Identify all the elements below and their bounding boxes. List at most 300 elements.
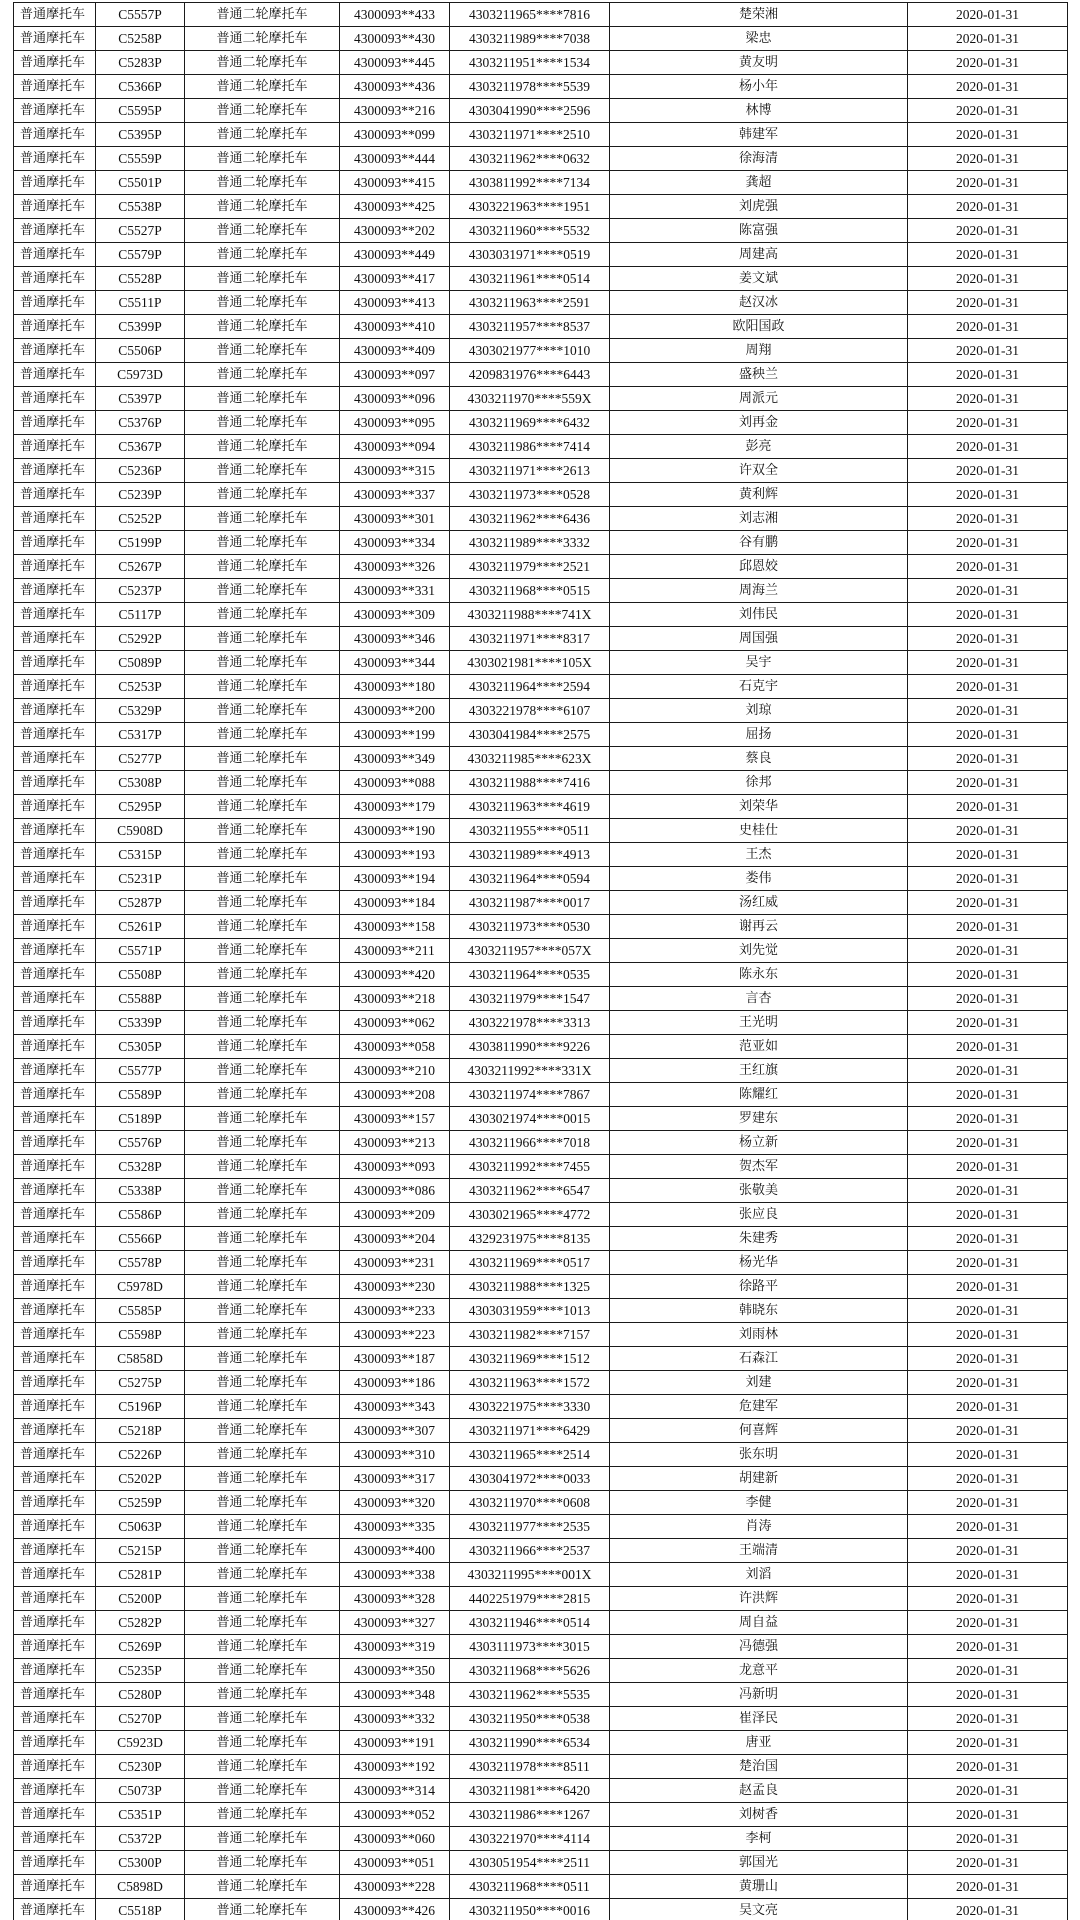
id-number-cell: 4303211968****5626	[450, 1659, 610, 1683]
permitted-type-cell: 普通二轮摩托车	[185, 1419, 340, 1443]
name-cell: 屈扬	[610, 723, 908, 747]
record-number-cell: 4300093**204	[340, 1227, 450, 1251]
table-row	[14, 1107, 1068, 1131]
vehicle-class-cell: 普通摩托车	[14, 747, 96, 771]
permitted-type-cell: 普通二轮摩托车	[185, 891, 340, 915]
name-cell: 陈耀红	[610, 1083, 908, 1107]
license-number-cell: C5351P	[96, 1803, 185, 1827]
date-cell: 2020-01-31	[908, 459, 1068, 483]
record-number-cell: 4300093**344	[340, 651, 450, 675]
date-cell: 2020-01-31	[908, 1755, 1068, 1779]
license-number-cell: C5267P	[96, 555, 185, 579]
table-row	[14, 1035, 1068, 1059]
record-number-cell: 4300093**348	[340, 1683, 450, 1707]
vehicle-class-cell: 普通摩托车	[14, 651, 96, 675]
record-number-cell: 4300093**094	[340, 435, 450, 459]
name-cell: 刘伟民	[610, 603, 908, 627]
name-cell: 唐亚	[610, 1731, 908, 1755]
license-number-cell: C5275P	[96, 1371, 185, 1395]
record-number-cell: 4300093**349	[340, 747, 450, 771]
id-number-cell: 4303211962****5535	[450, 1683, 610, 1707]
id-number-cell: 4303211965****2514	[450, 1443, 610, 1467]
vehicle-class-cell: 普通摩托车	[14, 1107, 96, 1131]
license-number-cell: C5073P	[96, 1779, 185, 1803]
vehicle-class-cell: 普通摩托车	[14, 387, 96, 411]
date-cell: 2020-01-31	[908, 387, 1068, 411]
date-cell: 2020-01-31	[908, 1059, 1068, 1083]
id-number-cell: 4303211962****0632	[450, 147, 610, 171]
license-number-cell: C5308P	[96, 771, 185, 795]
table-row	[14, 171, 1068, 195]
record-number-cell: 4300093**445	[340, 51, 450, 75]
date-cell: 2020-01-31	[908, 123, 1068, 147]
table-row	[14, 411, 1068, 435]
license-number-cell: C5237P	[96, 579, 185, 603]
name-cell: 赵汉冰	[610, 291, 908, 315]
table-row	[14, 315, 1068, 339]
date-cell: 2020-01-31	[908, 1107, 1068, 1131]
record-number-cell: 4300093**430	[340, 27, 450, 51]
record-number-cell: 4300093**086	[340, 1179, 450, 1203]
date-cell: 2020-01-31	[908, 915, 1068, 939]
license-number-cell: C5367P	[96, 435, 185, 459]
record-number-cell: 4300093**051	[340, 1851, 450, 1875]
date-cell: 2020-01-31	[908, 1131, 1068, 1155]
table-row	[14, 1515, 1068, 1539]
permitted-type-cell: 普通二轮摩托车	[185, 435, 340, 459]
license-number-cell: C5315P	[96, 843, 185, 867]
vehicle-class-cell: 普通摩托车	[14, 1611, 96, 1635]
name-cell: 冯德强	[610, 1635, 908, 1659]
record-number-cell: 4300093**410	[340, 315, 450, 339]
date-cell: 2020-01-31	[908, 1491, 1068, 1515]
record-number-cell: 4300093**417	[340, 267, 450, 291]
name-cell: 刘树香	[610, 1803, 908, 1827]
table-row	[14, 1707, 1068, 1731]
record-number-cell: 4300093**409	[340, 339, 450, 363]
table-row	[14, 363, 1068, 387]
vehicle-class-cell: 普通摩托车	[14, 843, 96, 867]
record-number-cell: 4300093**343	[340, 1395, 450, 1419]
record-number-cell: 4300093**444	[340, 147, 450, 171]
license-number-cell: C5269P	[96, 1635, 185, 1659]
date-cell: 2020-01-31	[908, 171, 1068, 195]
license-number-cell: C5508P	[96, 963, 185, 987]
table-row	[14, 1011, 1068, 1035]
record-number-cell: 4300093**415	[340, 171, 450, 195]
permitted-type-cell: 普通二轮摩托车	[185, 1059, 340, 1083]
table-row	[14, 507, 1068, 531]
license-number-cell: C5973D	[96, 363, 185, 387]
table-row	[14, 1155, 1068, 1179]
date-cell: 2020-01-31	[908, 363, 1068, 387]
permitted-type-cell: 普通二轮摩托车	[185, 1731, 340, 1755]
date-cell: 2020-01-31	[908, 267, 1068, 291]
vehicle-class-cell: 普通摩托车	[14, 1083, 96, 1107]
vehicle-class-cell: 普通摩托车	[14, 171, 96, 195]
name-cell: 李柯	[610, 1827, 908, 1851]
id-number-cell: 4303211989****3332	[450, 531, 610, 555]
record-number-cell: 4300093**052	[340, 1803, 450, 1827]
table-row	[14, 27, 1068, 51]
table-row	[14, 891, 1068, 915]
table-row	[14, 867, 1068, 891]
id-number-cell: 4303031959****1013	[450, 1299, 610, 1323]
name-cell: 刘建	[610, 1371, 908, 1395]
record-number-cell: 4300093**096	[340, 387, 450, 411]
record-number-cell: 4300093**425	[340, 195, 450, 219]
date-cell: 2020-01-31	[908, 1251, 1068, 1275]
permitted-type-cell: 普通二轮摩托车	[185, 291, 340, 315]
id-number-cell: 4303211957****057X	[450, 939, 610, 963]
name-cell: 韩建军	[610, 123, 908, 147]
record-number-cell: 4300093**193	[340, 843, 450, 867]
vehicle-class-cell: 普通摩托车	[14, 1419, 96, 1443]
permitted-type-cell: 普通二轮摩托车	[185, 1539, 340, 1563]
license-number-cell: C5295P	[96, 795, 185, 819]
license-number-cell: C5328P	[96, 1155, 185, 1179]
vehicle-class-cell: 普通摩托车	[14, 1659, 96, 1683]
license-number-cell: C5923D	[96, 1731, 185, 1755]
table-row	[14, 75, 1068, 99]
table-row	[14, 51, 1068, 75]
permitted-type-cell: 普通二轮摩托车	[185, 579, 340, 603]
record-number-cell: 4300093**230	[340, 1275, 450, 1299]
id-number-cell: 4303211950****0016	[450, 1899, 610, 1920]
vehicle-class-cell: 普通摩托车	[14, 243, 96, 267]
permitted-type-cell: 普通二轮摩托车	[185, 1347, 340, 1371]
name-cell: 徐海清	[610, 147, 908, 171]
permitted-type-cell: 普通二轮摩托车	[185, 315, 340, 339]
record-number-cell: 4300093**231	[340, 1251, 450, 1275]
record-number-cell: 4300093**328	[340, 1587, 450, 1611]
license-number-cell: C5283P	[96, 51, 185, 75]
record-number-cell: 4300093**426	[340, 1899, 450, 1920]
id-number-cell: 4303211963****4619	[450, 795, 610, 819]
id-number-cell: 4303031971****0519	[450, 243, 610, 267]
vehicle-class-cell: 普通摩托车	[14, 1515, 96, 1539]
vehicle-class-cell: 普通摩托车	[14, 1851, 96, 1875]
license-number-cell: C5577P	[96, 1059, 185, 1083]
name-cell: 徐邦	[610, 771, 908, 795]
permitted-type-cell: 普通二轮摩托车	[185, 27, 340, 51]
record-number-cell: 4300093**194	[340, 867, 450, 891]
license-number-cell: C5300P	[96, 1851, 185, 1875]
table-row	[14, 555, 1068, 579]
permitted-type-cell: 普通二轮摩托车	[185, 963, 340, 987]
license-number-cell: C5585P	[96, 1299, 185, 1323]
permitted-type-cell: 普通二轮摩托车	[185, 3, 340, 27]
table-row	[14, 795, 1068, 819]
license-number-cell: C5200P	[96, 1587, 185, 1611]
date-cell: 2020-01-31	[908, 771, 1068, 795]
date-cell: 2020-01-31	[908, 1395, 1068, 1419]
id-number-cell: 4303211965****7816	[450, 3, 610, 27]
name-cell: 黄利辉	[610, 483, 908, 507]
permitted-type-cell: 普通二轮摩托车	[185, 699, 340, 723]
vehicle-class-cell: 普通摩托车	[14, 1371, 96, 1395]
permitted-type-cell: 普通二轮摩托车	[185, 459, 340, 483]
date-cell: 2020-01-31	[908, 699, 1068, 723]
permitted-type-cell: 普通二轮摩托车	[185, 123, 340, 147]
vehicle-class-cell: 普通摩托车	[14, 1299, 96, 1323]
date-cell: 2020-01-31	[908, 1227, 1068, 1251]
date-cell: 2020-01-31	[908, 147, 1068, 171]
record-number-cell: 4300093**449	[340, 243, 450, 267]
vehicle-class-cell: 普通摩托车	[14, 435, 96, 459]
date-cell: 2020-01-31	[908, 1803, 1068, 1827]
record-number-cell: 4300093**191	[340, 1731, 450, 1755]
record-number-cell: 4300093**309	[340, 603, 450, 627]
license-number-cell: C5277P	[96, 747, 185, 771]
permitted-type-cell: 普通二轮摩托车	[185, 1131, 340, 1155]
license-number-cell: C5196P	[96, 1395, 185, 1419]
date-cell: 2020-01-31	[908, 675, 1068, 699]
name-cell: 刘荣华	[610, 795, 908, 819]
vehicle-class-cell: 普通摩托车	[14, 1251, 96, 1275]
license-number-cell: C5395P	[96, 123, 185, 147]
name-cell: 贺杰军	[610, 1155, 908, 1179]
record-number-cell: 4300093**233	[340, 1299, 450, 1323]
vehicle-class-cell: 普通摩托车	[14, 867, 96, 891]
permitted-type-cell: 普通二轮摩托车	[185, 1299, 340, 1323]
name-cell: 楚荣湘	[610, 3, 908, 27]
id-number-cell: 4303211971****2510	[450, 123, 610, 147]
license-number-cell: C5538P	[96, 195, 185, 219]
record-number-cell: 4300093**420	[340, 963, 450, 987]
date-cell: 2020-01-31	[908, 1827, 1068, 1851]
table-row	[14, 771, 1068, 795]
record-number-cell: 4300093**413	[340, 291, 450, 315]
vehicle-class-cell: 普通摩托车	[14, 1443, 96, 1467]
vehicle-class-cell: 普通摩托车	[14, 1731, 96, 1755]
license-number-cell: C5239P	[96, 483, 185, 507]
date-cell: 2020-01-31	[908, 3, 1068, 27]
table-row	[14, 339, 1068, 363]
table-row	[14, 531, 1068, 555]
license-number-cell: C5372P	[96, 1827, 185, 1851]
vehicle-class-cell: 普通摩托车	[14, 1563, 96, 1587]
id-number-cell: 4303211992****7455	[450, 1155, 610, 1179]
date-cell: 2020-01-31	[908, 75, 1068, 99]
permitted-type-cell: 普通二轮摩托车	[185, 555, 340, 579]
permitted-type-cell: 普通二轮摩托车	[185, 1371, 340, 1395]
name-cell: 杨小年	[610, 75, 908, 99]
permitted-type-cell: 普通二轮摩托车	[185, 1515, 340, 1539]
permitted-type-cell: 普通二轮摩托车	[185, 1611, 340, 1635]
table-row	[14, 1179, 1068, 1203]
id-number-cell: 4303211963****1572	[450, 1371, 610, 1395]
id-number-cell: 4303211982****7157	[450, 1323, 610, 1347]
vehicle-class-cell: 普通摩托车	[14, 627, 96, 651]
date-cell: 2020-01-31	[908, 531, 1068, 555]
record-number-cell: 4300093**158	[340, 915, 450, 939]
id-number-cell: 4303211995****001X	[450, 1563, 610, 1587]
permitted-type-cell: 普通二轮摩托车	[185, 147, 340, 171]
name-cell: 史桂仕	[610, 819, 908, 843]
table-row	[14, 1323, 1068, 1347]
license-number-cell: C5595P	[96, 99, 185, 123]
record-number-cell: 4300093**184	[340, 891, 450, 915]
name-cell: 郭国光	[610, 1851, 908, 1875]
record-number-cell: 4300093**187	[340, 1347, 450, 1371]
record-number-cell: 4300093**327	[340, 1611, 450, 1635]
table-row	[14, 267, 1068, 291]
table-row	[14, 243, 1068, 267]
license-number-cell: C5578P	[96, 1251, 185, 1275]
license-number-cell: C5576P	[96, 1131, 185, 1155]
vehicle-class-cell: 普通摩托车	[14, 51, 96, 75]
id-number-cell: 4303211970****0608	[450, 1491, 610, 1515]
table-body	[14, 3, 1068, 1920]
table-row	[14, 1635, 1068, 1659]
permitted-type-cell: 普通二轮摩托车	[185, 1755, 340, 1779]
date-cell: 2020-01-31	[908, 795, 1068, 819]
permitted-type-cell: 普通二轮摩托车	[185, 1587, 340, 1611]
vehicle-class-cell: 普通摩托车	[14, 1875, 96, 1899]
license-number-cell: C5280P	[96, 1683, 185, 1707]
vehicle-class-cell: 普通摩托车	[14, 939, 96, 963]
record-number-cell: 4300093**338	[340, 1563, 450, 1587]
name-cell: 周海兰	[610, 579, 908, 603]
name-cell: 周翔	[610, 339, 908, 363]
name-cell: 邱恩姣	[610, 555, 908, 579]
id-number-cell: 4303211968****0511	[450, 1875, 610, 1899]
id-number-cell: 4303211966****7018	[450, 1131, 610, 1155]
date-cell: 2020-01-31	[908, 27, 1068, 51]
record-number-cell: 4300093**213	[340, 1131, 450, 1155]
table-row	[14, 1083, 1068, 1107]
table-row	[14, 1827, 1068, 1851]
table-row	[14, 1587, 1068, 1611]
vehicle-class-cell: 普通摩托车	[14, 123, 96, 147]
id-number-cell: 4329231975****8135	[450, 1227, 610, 1251]
vehicle-class-cell: 普通摩托车	[14, 1683, 96, 1707]
table-row	[14, 987, 1068, 1011]
id-number-cell: 4303211970****559X	[450, 387, 610, 411]
id-number-cell: 4303111973****3015	[450, 1635, 610, 1659]
table-row	[14, 147, 1068, 171]
name-cell: 陈富强	[610, 219, 908, 243]
date-cell: 2020-01-31	[908, 1563, 1068, 1587]
record-number-cell: 4300093**320	[340, 1491, 450, 1515]
license-number-cell: C5579P	[96, 243, 185, 267]
table-row	[14, 1683, 1068, 1707]
vehicle-class-cell: 普通摩托车	[14, 1059, 96, 1083]
permitted-type-cell: 普通二轮摩托车	[185, 915, 340, 939]
date-cell: 2020-01-31	[908, 1419, 1068, 1443]
record-number-cell: 4300093**190	[340, 819, 450, 843]
id-number-cell: 4303221975****3330	[450, 1395, 610, 1419]
permitted-type-cell: 普通二轮摩托车	[185, 1275, 340, 1299]
permitted-type-cell: 普通二轮摩托车	[185, 1827, 340, 1851]
vehicle-class-cell: 普通摩托车	[14, 1275, 96, 1299]
id-number-cell: 4303041990****2596	[450, 99, 610, 123]
date-cell: 2020-01-31	[908, 819, 1068, 843]
record-number-cell: 4300093**093	[340, 1155, 450, 1179]
date-cell: 2020-01-31	[908, 1203, 1068, 1227]
name-cell: 周自益	[610, 1611, 908, 1635]
name-cell: 楚治国	[610, 1755, 908, 1779]
date-cell: 2020-01-31	[908, 219, 1068, 243]
record-number-cell: 4300093**095	[340, 411, 450, 435]
vehicle-class-cell: 普通摩托车	[14, 1635, 96, 1659]
record-number-cell: 4300093**310	[340, 1443, 450, 1467]
license-number-cell: C5528P	[96, 267, 185, 291]
license-number-cell: C5259P	[96, 1491, 185, 1515]
vehicle-class-cell: 普通摩托车	[14, 819, 96, 843]
permitted-type-cell: 普通二轮摩托车	[185, 675, 340, 699]
permitted-type-cell: 普通二轮摩托车	[185, 1803, 340, 1827]
id-number-cell: 4303211969****6432	[450, 411, 610, 435]
name-cell: 龙意平	[610, 1659, 908, 1683]
permitted-type-cell: 普通二轮摩托车	[185, 267, 340, 291]
name-cell: 刘志湘	[610, 507, 908, 531]
date-cell: 2020-01-31	[908, 987, 1068, 1011]
id-number-cell: 4303211955****0511	[450, 819, 610, 843]
date-cell: 2020-01-31	[908, 1683, 1068, 1707]
license-number-cell: C5589P	[96, 1083, 185, 1107]
license-number-cell: C5518P	[96, 1899, 185, 1920]
vehicle-class-cell: 普通摩托车	[14, 1467, 96, 1491]
permitted-type-cell: 普通二轮摩托车	[185, 339, 340, 363]
date-cell: 2020-01-31	[908, 1539, 1068, 1563]
vehicle-class-cell: 普通摩托车	[14, 1035, 96, 1059]
license-number-cell: C5566P	[96, 1227, 185, 1251]
date-cell: 2020-01-31	[908, 1899, 1068, 1920]
license-number-cell: C5089P	[96, 651, 185, 675]
license-number-cell: C5261P	[96, 915, 185, 939]
vehicle-class-cell: 普通摩托车	[14, 1491, 96, 1515]
date-cell: 2020-01-31	[908, 1299, 1068, 1323]
permitted-type-cell: 普通二轮摩托车	[185, 1779, 340, 1803]
date-cell: 2020-01-31	[908, 1611, 1068, 1635]
name-cell: 彭亮	[610, 435, 908, 459]
vehicle-class-cell: 普通摩托车	[14, 219, 96, 243]
vehicle-class-cell: 普通摩托车	[14, 795, 96, 819]
permitted-type-cell: 普通二轮摩托车	[185, 387, 340, 411]
license-number-cell: C5258P	[96, 27, 185, 51]
table-row	[14, 819, 1068, 843]
permitted-type-cell: 普通二轮摩托车	[185, 1107, 340, 1131]
date-cell: 2020-01-31	[908, 747, 1068, 771]
name-cell: 娄伟	[610, 867, 908, 891]
permitted-type-cell: 普通二轮摩托车	[185, 219, 340, 243]
permitted-type-cell: 普通二轮摩托车	[185, 1011, 340, 1035]
id-number-cell: 4303211963****2591	[450, 291, 610, 315]
vehicle-class-cell: 普通摩托车	[14, 1347, 96, 1371]
record-number-cell: 4300093**433	[340, 3, 450, 27]
license-number-cell: C5527P	[96, 219, 185, 243]
id-number-cell: 4303211986****7414	[450, 435, 610, 459]
permitted-type-cell: 普通二轮摩托车	[185, 1035, 340, 1059]
table-row	[14, 1419, 1068, 1443]
record-number-cell: 4300093**192	[340, 1755, 450, 1779]
record-number-cell: 4300093**331	[340, 579, 450, 603]
id-number-cell: 4303221978****6107	[450, 699, 610, 723]
id-number-cell: 4303811990****9226	[450, 1035, 610, 1059]
date-cell: 2020-01-31	[908, 435, 1068, 459]
record-number-cell: 4300093**097	[340, 363, 450, 387]
vehicle-class-cell: 普通摩托车	[14, 603, 96, 627]
id-number-cell: 4303211962****6436	[450, 507, 610, 531]
table-row	[14, 1059, 1068, 1083]
license-number-cell: C5598P	[96, 1323, 185, 1347]
name-cell: 王端清	[610, 1539, 908, 1563]
name-cell: 王红旗	[610, 1059, 908, 1083]
name-cell: 刘琼	[610, 699, 908, 723]
vehicle-class-cell: 普通摩托车	[14, 459, 96, 483]
